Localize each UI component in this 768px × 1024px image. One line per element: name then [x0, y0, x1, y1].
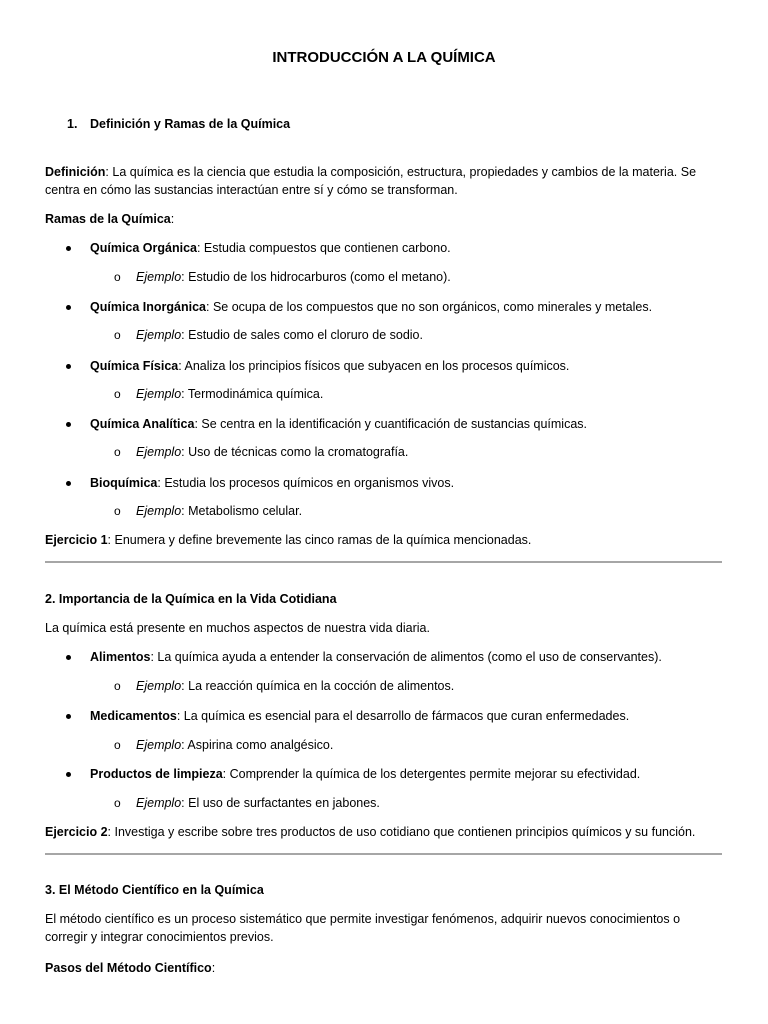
exercise-1: Ejercicio 1: Enumera y define brevemente las cinco ramas de la química mencionadas.: [45, 533, 532, 547]
document-title: INTRODUCCIÓN A LA QUÍMICA: [272, 49, 496, 66]
section3-heading: 3. El Método Científico en la Química: [45, 883, 264, 897]
section2-heading: 2. Importancia de la Química en la Vida Cotidiana: [45, 592, 337, 606]
sub-bullet-icon: o: [114, 738, 121, 752]
bullet-icon: [66, 422, 71, 427]
section1-number: 1.: [67, 117, 78, 131]
branches-label-line: Ramas de la Química:: [45, 212, 175, 226]
bullet-icon: [66, 772, 71, 777]
definition-label: Definición: [45, 165, 106, 179]
sub-bullet-icon: o: [114, 270, 121, 284]
bullet-icon: [66, 714, 71, 719]
section3-intro: El método científico es un proceso sistemático que permite investigar fenómenos, adquirir nuevos conocimientos o corregir y integrar conocimientos previos.: [45, 912, 681, 944]
branch-item: Química Orgánica: Estudia compuestos que contienen carbono.: [90, 241, 451, 255]
bullet-icon: [66, 481, 71, 486]
horizontal-divider: [45, 853, 722, 855]
bullet-icon: [66, 246, 71, 251]
sub-bullet-icon: o: [114, 445, 121, 459]
branch-item: Bioquímica: Estudia los procesos químicos en organismos vivos.: [90, 476, 455, 490]
sub-bullet-icon: o: [114, 796, 121, 810]
section1-heading: Definición y Ramas de la Química: [90, 117, 291, 131]
sub-bullet-icon: o: [114, 387, 121, 401]
branch-item: Química Analítica: Se centra en la identificación y cuantificación de sustancias químicas.: [90, 417, 588, 431]
branch-example: Ejemplo: Termodinámica química.: [136, 387, 324, 401]
sub-bullet-icon: o: [114, 679, 121, 693]
branch-example: Ejemplo: Uso de técnicas como la cromatografía.: [136, 445, 409, 459]
importance-item: Medicamentos: La química es esencial para el desarrollo de fármacos que curan enfermedades.: [90, 709, 630, 723]
section2-intro: La química está presente en muchos aspectos de nuestra vida diaria.: [45, 621, 430, 635]
branch-example: Ejemplo: Metabolismo celular.: [136, 504, 303, 518]
definition-paragraph: [45, 163, 705, 199]
bullet-icon: [66, 655, 71, 660]
importance-item: Productos de limpieza: Comprender la química de los detergentes permite mejorar su efectividad.: [90, 767, 641, 781]
steps-label-line: Pasos del Método Científico:: [45, 961, 216, 975]
importance-example: Ejemplo: El uso de surfactantes en jabones.: [136, 796, 380, 810]
sub-bullet-icon: o: [114, 504, 121, 518]
branch-example: Ejemplo: Estudio de los hidrocarburos (como el metano).: [136, 270, 451, 284]
bullet-icon: [66, 305, 71, 310]
branch-item: Química Inorgánica: Se ocupa de los compuestos que no son orgánicos, como minerales y metales.: [90, 300, 653, 314]
horizontal-divider: [45, 561, 722, 563]
branch-item: Química Física: Analiza los principios físicos que subyacen en los procesos químicos.: [90, 359, 570, 373]
definition-text: : La química es la ciencia que estudia la composición, estructura, propiedades y cambios de la materia. Se centra en cómo las sustancias interactúan entre sí y cómo se transforman.: [45, 165, 697, 197]
branches-label: Ramas de la Química: [45, 212, 171, 226]
exercise-2: Ejercicio 2: Investiga y escribe sobre tres productos de uso cotidiano que contienen principios químicos y su función.: [45, 825, 696, 839]
importance-example: Ejemplo: La reacción química en la cocción de alimentos.: [136, 679, 455, 693]
branch-example: Ejemplo: Estudio de sales como el cloruro de sodio.: [136, 328, 423, 342]
importance-item: Alimentos: La química ayuda a entender la conservación de alimentos (como el uso de conservantes).: [90, 650, 662, 664]
bullet-icon: [66, 364, 71, 369]
importance-example: Ejemplo: Aspirina como analgésico.: [136, 738, 334, 752]
sub-bullet-icon: o: [114, 328, 121, 342]
